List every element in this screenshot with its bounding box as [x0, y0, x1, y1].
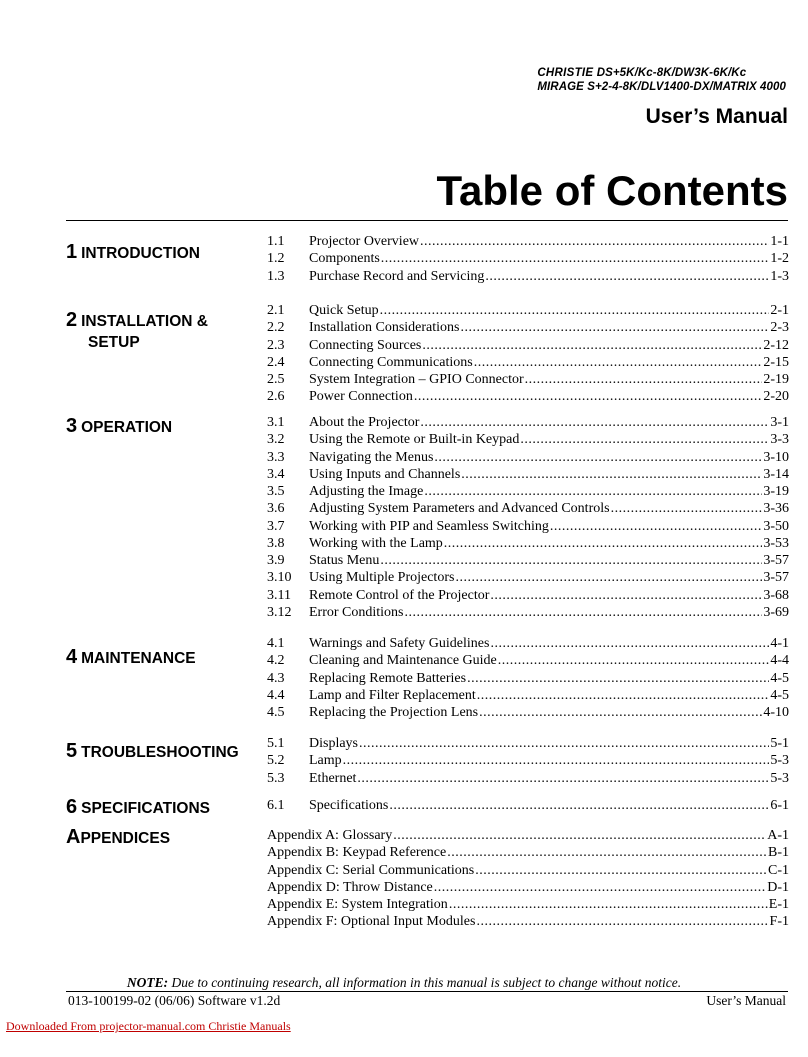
entry-number: 6.1 [267, 798, 285, 813]
toc-entry[interactable] [267, 770, 789, 787]
toc-entry[interactable] [267, 604, 789, 621]
dot-leader [424, 483, 762, 500]
toc-entry[interactable] [267, 466, 789, 483]
entry-page-number: 4-5 [770, 687, 789, 703]
dot-leader [477, 687, 770, 704]
dot-leader [381, 250, 770, 267]
entry-title: Specifications [309, 798, 389, 813]
entry-number: 3.5 [267, 484, 285, 499]
toc-entry[interactable] [267, 827, 789, 844]
entry-page-number: 5-3 [770, 753, 789, 769]
entry-page-number: C-1 [768, 862, 789, 878]
dot-leader [485, 268, 769, 285]
entry-title: System Integration – GPIO Connector [309, 372, 524, 387]
section-heading [66, 827, 256, 849]
toc-entry[interactable] [267, 518, 789, 535]
entry-title: Appendix F: Optional Input Modules [267, 914, 476, 930]
toc-entry[interactable] [267, 704, 789, 721]
toc-entry[interactable] [267, 414, 789, 431]
entry-number: 1.1 [267, 234, 285, 249]
dot-leader [389, 797, 769, 814]
entry-page-number: 2-1 [770, 303, 789, 318]
dot-leader [476, 913, 768, 930]
toc-entry[interactable] [267, 268, 789, 285]
dot-leader [359, 735, 769, 752]
toc-entry[interactable] [267, 449, 789, 466]
dot-leader [343, 752, 770, 769]
toc-entry[interactable] [267, 735, 789, 752]
entry-page-number: 3-36 [763, 501, 789, 517]
dot-leader [455, 569, 762, 586]
entry-page-number: F-1 [769, 914, 789, 930]
entry-title: Using Inputs and Channels [309, 466, 461, 482]
entry-page-number: 3-69 [763, 604, 789, 620]
section-number: 1 [66, 241, 78, 263]
entry-number: 4.1 [267, 636, 285, 651]
entry-title: Error Conditions [309, 604, 404, 620]
entry-page-number: 2-19 [763, 372, 789, 387]
dot-leader [475, 862, 767, 879]
entry-title: About the Projector [309, 415, 420, 430]
dot-leader [380, 552, 762, 569]
dot-leader [393, 827, 766, 844]
title-divider [66, 220, 788, 221]
entry-number: 2.3 [267, 337, 285, 353]
entry-page-number: 2-20 [763, 389, 789, 405]
entry-page-number: 3-14 [763, 466, 789, 482]
section-heading [66, 310, 256, 353]
entry-page-number: 2-3 [770, 320, 789, 336]
entry-number: 4.4 [267, 687, 285, 703]
entry-title: Cleaning and Maintenance Guide [309, 653, 497, 669]
entry-number: 3.4 [267, 466, 285, 482]
entry-page-number: 4-4 [770, 653, 789, 669]
toc-entry[interactable] [267, 388, 789, 405]
toc-entry[interactable] [267, 483, 789, 500]
toc-entry[interactable] [267, 250, 789, 267]
models-line-1: DS+5K/Kc-8K/DW3K-6K/Kc [596, 67, 747, 79]
section-number: 2 [66, 309, 78, 331]
dot-leader [422, 337, 762, 354]
toc-entry[interactable] [267, 431, 789, 448]
entry-number: 2.2 [267, 320, 285, 336]
entry-page-number: 3-68 [763, 587, 789, 603]
note-label: NOTE: [126, 975, 169, 990]
section-initial: A [66, 826, 81, 848]
entry-title: Appendix A: Glossary [267, 828, 393, 843]
entry-title: Appendix D: Throw Distance [267, 879, 433, 895]
entry-page-number: 3-19 [763, 484, 789, 499]
entry-page-number: 3-1 [770, 415, 789, 430]
toc-entry[interactable] [267, 670, 789, 687]
entry-page-number: 2-12 [763, 337, 789, 353]
entry-number: 4.3 [267, 670, 285, 686]
section-title: MAINTENANCE [81, 650, 196, 667]
entry-number: 3.1 [267, 415, 285, 430]
section-heading [66, 416, 256, 438]
section-title: OPERATION [81, 419, 173, 436]
entry-number: 2.4 [267, 354, 285, 370]
section-entry-list [267, 302, 789, 406]
dot-leader [420, 233, 769, 250]
dot-leader [520, 431, 769, 448]
entry-page-number: 2-15 [763, 354, 789, 370]
entry-page-number: D-1 [767, 879, 789, 895]
toc-entry[interactable] [267, 319, 789, 336]
entry-title: Replacing Remote Batteries [309, 670, 467, 686]
entry-title: Connecting Sources [309, 337, 422, 353]
toc-entry[interactable] [267, 552, 789, 569]
entry-number: 2.5 [267, 372, 285, 387]
entry-title: Purchase Record and Servicing [309, 268, 485, 284]
entry-number: 4.5 [267, 705, 285, 720]
entry-number: 2.1 [267, 303, 285, 318]
entry-title: Warnings and Safety Guidelines [309, 636, 490, 651]
toc-entry[interactable] [267, 844, 789, 861]
toc-entry[interactable] [267, 879, 789, 896]
toc-entry[interactable] [267, 913, 789, 930]
section-number: 3 [66, 415, 78, 437]
entry-title: Replacing the Projection Lens [309, 705, 479, 720]
entry-title: Lamp and Filter Replacement [309, 687, 476, 703]
dot-leader [357, 770, 769, 787]
section-entry-list [267, 735, 789, 787]
entry-title: Ethernet [309, 770, 357, 786]
toc-entry[interactable] [267, 371, 789, 388]
entry-page-number: E-1 [768, 897, 789, 912]
entry-title: Connecting Communications [309, 354, 473, 370]
entry-title: Adjusting System Parameters and Advanced Controls [309, 501, 610, 517]
entry-title: Using Multiple Projectors [309, 570, 455, 586]
download-source-link[interactable]: Downloaded From projector-manual.com Christie Manuals [6, 1019, 291, 1033]
section-title: SPECIFICATIONS [81, 800, 211, 817]
section-title: INTRODUCTION [81, 245, 200, 262]
dot-leader [405, 604, 763, 621]
entry-page-number: 3-53 [763, 535, 789, 551]
entry-number: 3.10 [267, 570, 292, 586]
document-number: 013-100199-02 (06/06) Software v1.2d [68, 993, 281, 1008]
toc-entry[interactable] [267, 862, 789, 879]
entry-page-number: 4-1 [770, 636, 789, 651]
toc-entry[interactable] [267, 652, 789, 669]
entry-page-number: A-1 [767, 828, 789, 843]
entry-number: 5.1 [267, 736, 285, 751]
entry-title: Power Connection [309, 389, 413, 405]
entry-number: 3.6 [267, 501, 285, 517]
toc-entry[interactable] [267, 896, 789, 913]
toc-entry[interactable] [267, 354, 789, 371]
entry-number: 2.6 [267, 389, 285, 405]
entry-page-number: 1-1 [770, 234, 789, 249]
dot-leader [474, 354, 763, 371]
entry-title: Appendix E: System Integration [267, 897, 448, 912]
section-entry-list [267, 635, 789, 721]
toc-entry[interactable] [267, 233, 789, 250]
toc-entry[interactable] [267, 797, 789, 814]
entry-title: Status Menu [309, 553, 380, 568]
entry-number: 5.3 [267, 770, 285, 786]
section-entry-list [267, 414, 789, 621]
toc-entry[interactable] [267, 569, 789, 586]
entry-number: 3.9 [267, 553, 285, 568]
dot-leader [461, 466, 762, 483]
entry-title: Components [309, 251, 380, 267]
toc-entry[interactable] [267, 635, 789, 652]
section-entry-list [267, 827, 789, 931]
entry-title: Lamp [309, 753, 342, 769]
toc-entry[interactable] [267, 302, 789, 319]
page-title: Table of Contents [436, 167, 788, 214]
footer-note [0, 975, 808, 991]
entry-number: 3.7 [267, 518, 285, 534]
entry-page-number: 1-3 [770, 268, 789, 284]
dot-leader [479, 704, 762, 721]
section-heading [66, 647, 256, 669]
dot-leader [490, 635, 769, 652]
entry-page-number: 3-57 [763, 553, 789, 568]
section-number: 5 [66, 740, 78, 762]
models-line-2: MIRAGE S+2-4-8K/DLV1400-DX/MATRIX 4000 [537, 81, 786, 93]
entry-number: 5.2 [267, 753, 285, 769]
entry-title: Appendix C: Serial Communications [267, 862, 475, 878]
section-title: PPENDICES [80, 830, 171, 847]
entry-number: 1.2 [267, 251, 285, 267]
section-heading [66, 242, 256, 264]
entry-page-number: 1-2 [770, 251, 789, 267]
entry-number: 3.2 [267, 432, 285, 448]
entry-page-number: 3-10 [763, 449, 789, 465]
section-entry-list [267, 233, 789, 285]
toc-entry[interactable] [267, 687, 789, 704]
entry-title: Using the Remote or Built-in Keypad [309, 432, 520, 448]
manual-title: User’s Manual [645, 105, 788, 128]
section-title: INSTALLATION & [81, 313, 208, 330]
header-model-list [537, 66, 786, 94]
dot-leader [420, 414, 769, 431]
toc-entry[interactable] [267, 587, 789, 604]
toc-entry[interactable] [267, 337, 789, 354]
christie-logo: CHRISTIE [537, 67, 594, 79]
section-title-line-2: SETUP [88, 334, 140, 351]
section-heading [66, 797, 256, 819]
entry-page-number: 4-10 [763, 705, 789, 720]
section-title: TROUBLESHOOTING [81, 744, 239, 761]
entry-page-number: 5-1 [770, 736, 789, 751]
footer-manual-name: User’s Manual [706, 993, 786, 1008]
section-number: 4 [66, 646, 78, 668]
dot-leader [444, 535, 763, 552]
footer-divider [66, 991, 788, 992]
entry-title: Installation Considerations [309, 320, 460, 336]
entry-title: Navigating the Menus [309, 449, 434, 465]
entry-page-number: 3-3 [770, 432, 789, 448]
entry-number: 4.2 [267, 653, 285, 669]
dot-leader [467, 670, 769, 687]
toc-entry[interactable] [267, 752, 789, 769]
dot-leader [434, 449, 762, 466]
entry-number: 3.11 [267, 587, 291, 603]
entry-title: Working with PIP and Seamless Switching [309, 518, 549, 534]
entry-page-number: 3-57 [763, 570, 789, 586]
entry-page-number: 4-5 [770, 670, 789, 686]
toc-entry[interactable] [267, 535, 789, 552]
dot-leader [460, 319, 769, 336]
entry-page-number: B-1 [768, 845, 789, 861]
dot-leader [550, 518, 762, 535]
entry-page-number: 3-50 [763, 518, 789, 534]
section-number: 6 [66, 796, 78, 818]
entry-title: Remote Control of the Projector [309, 587, 490, 603]
dot-leader [498, 652, 770, 669]
entry-title: Quick Setup [309, 303, 379, 318]
toc-entry[interactable] [267, 500, 789, 517]
dot-leader [611, 500, 763, 517]
section-entry-list [267, 797, 789, 814]
entry-page-number: 6-1 [770, 798, 789, 813]
section-heading [66, 741, 256, 763]
dot-leader [380, 302, 770, 319]
entry-number: 3.12 [267, 604, 292, 620]
entry-number: 3.8 [267, 535, 285, 551]
dot-leader [414, 388, 763, 405]
dot-leader [525, 371, 763, 388]
entry-number: 1.3 [267, 268, 285, 284]
entry-title: Adjusting the Image [309, 484, 424, 499]
dot-leader [447, 844, 767, 861]
note-text: Due to continuing research, all information in this manual is subject to change without notice. [171, 975, 682, 990]
entry-title: Projector Overview [309, 234, 420, 249]
entry-title: Displays [309, 736, 358, 751]
entry-title: Appendix B: Keypad Reference [267, 845, 447, 861]
entry-title: Working with the Lamp [309, 535, 443, 551]
entry-page-number: 5-3 [770, 770, 789, 786]
entry-number: 3.3 [267, 449, 285, 465]
dot-leader [434, 879, 766, 896]
dot-leader [449, 896, 768, 913]
dot-leader [490, 587, 762, 604]
